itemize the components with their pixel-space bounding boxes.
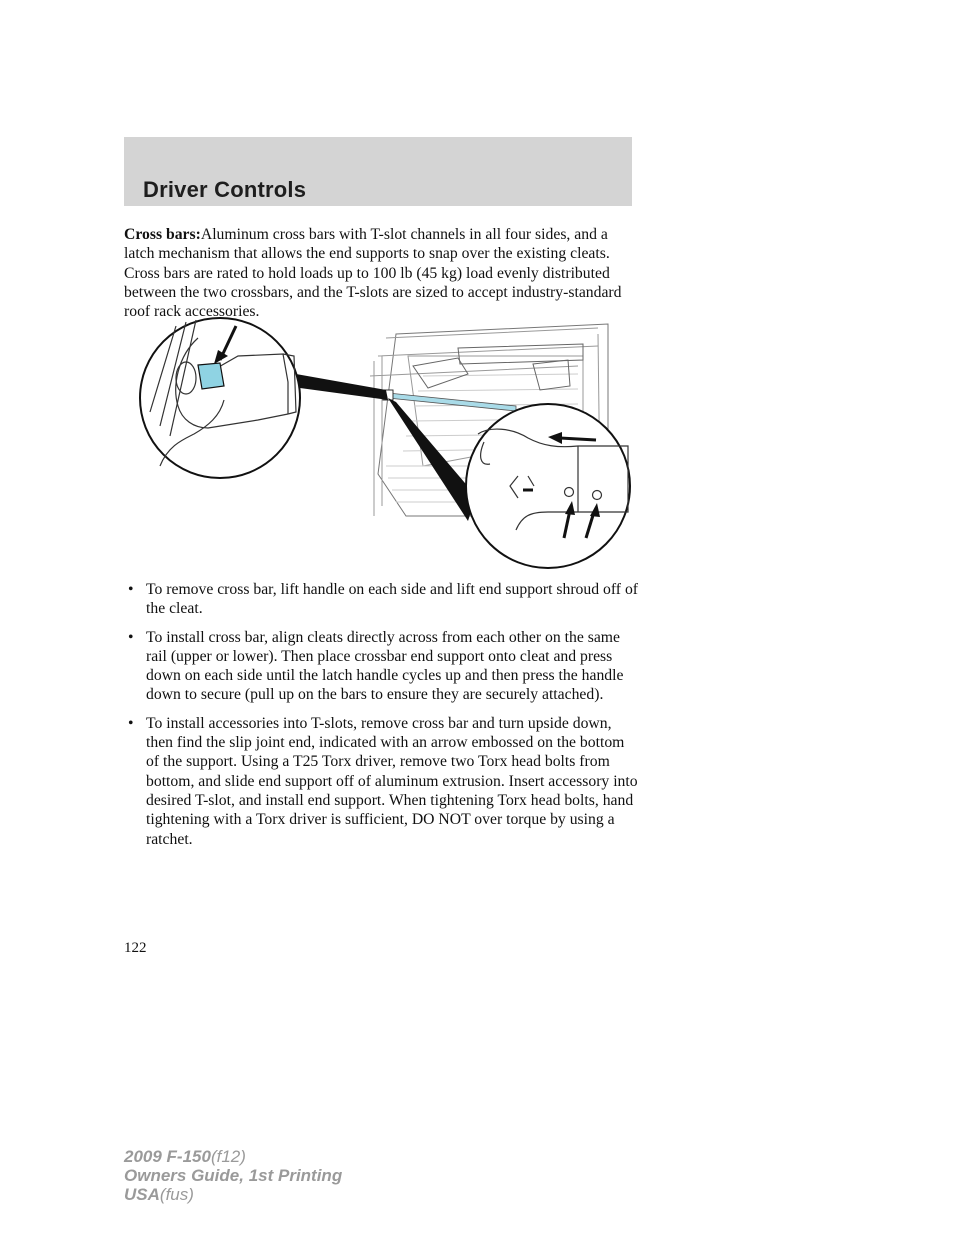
- footer-edition: Owners Guide, 1st Printing: [124, 1166, 343, 1185]
- instruction-list: [124, 580, 639, 858]
- cross-bars-paragraph: [124, 225, 634, 321]
- cross-bars-lead: Cross bars:: [124, 226, 201, 243]
- list-item: [124, 580, 639, 619]
- list-item-text: To install accessories into T-slots, remove cross bar and turn upside down, then find the slip joint end, indicated with an arrow embossed on the bottom of the support. Using a T25 Torx driver, remove two Torx head bolts from bottom, and slide end support off of aluminum extrusion. Insert accessory into desired T-slot, and install end support. When tightening Torx head bolts, hand tightening with a Torx driver is sufficient, DO NOT over torque by using a ratchet.: [146, 714, 638, 848]
- page-number: 122: [124, 940, 147, 956]
- list-item-text: To install cross bar, align cleats directly across from each other on the same rail (upper or lower). Then place crossbar end support onto cleat and press down on each side until the latch handle cycles up and then press the handle down to secure (pull up on the bars to ensure they are securely attached).: [146, 628, 624, 704]
- footer-model: 2009 F-150: [124, 1147, 211, 1166]
- section-title: Driver Controls: [143, 177, 307, 202]
- footer-region: USA: [124, 1185, 160, 1204]
- list-item: [124, 714, 639, 849]
- cross-bars-text: Aluminum cross bars with T-slot channels in all four sides, and a latch mechanism that allows the end supports to snap over the existing cleats. Cross bars are rated to hold loads up to 100 lb (45 kg) load evenly distributed between the two crossbars, and the T-slots are sized to accept industry-standard roof rack accessories.: [124, 226, 622, 321]
- footer-model-code: (f12): [210, 1147, 246, 1166]
- bullet-dot: •: [128, 714, 134, 732]
- bullet-dot: •: [128, 581, 134, 598]
- cross-bar-illustration: [138, 316, 640, 572]
- bullet-dot: •: [128, 628, 134, 646]
- section-header-band: [124, 137, 632, 206]
- document-footer: [124, 1147, 342, 1204]
- list-item: [124, 628, 639, 705]
- footer-region-code: (fus): [159, 1185, 194, 1204]
- list-item-text: To remove cross bar, lift handle on each side and lift end support shroud off of the cleat.: [146, 581, 639, 618]
